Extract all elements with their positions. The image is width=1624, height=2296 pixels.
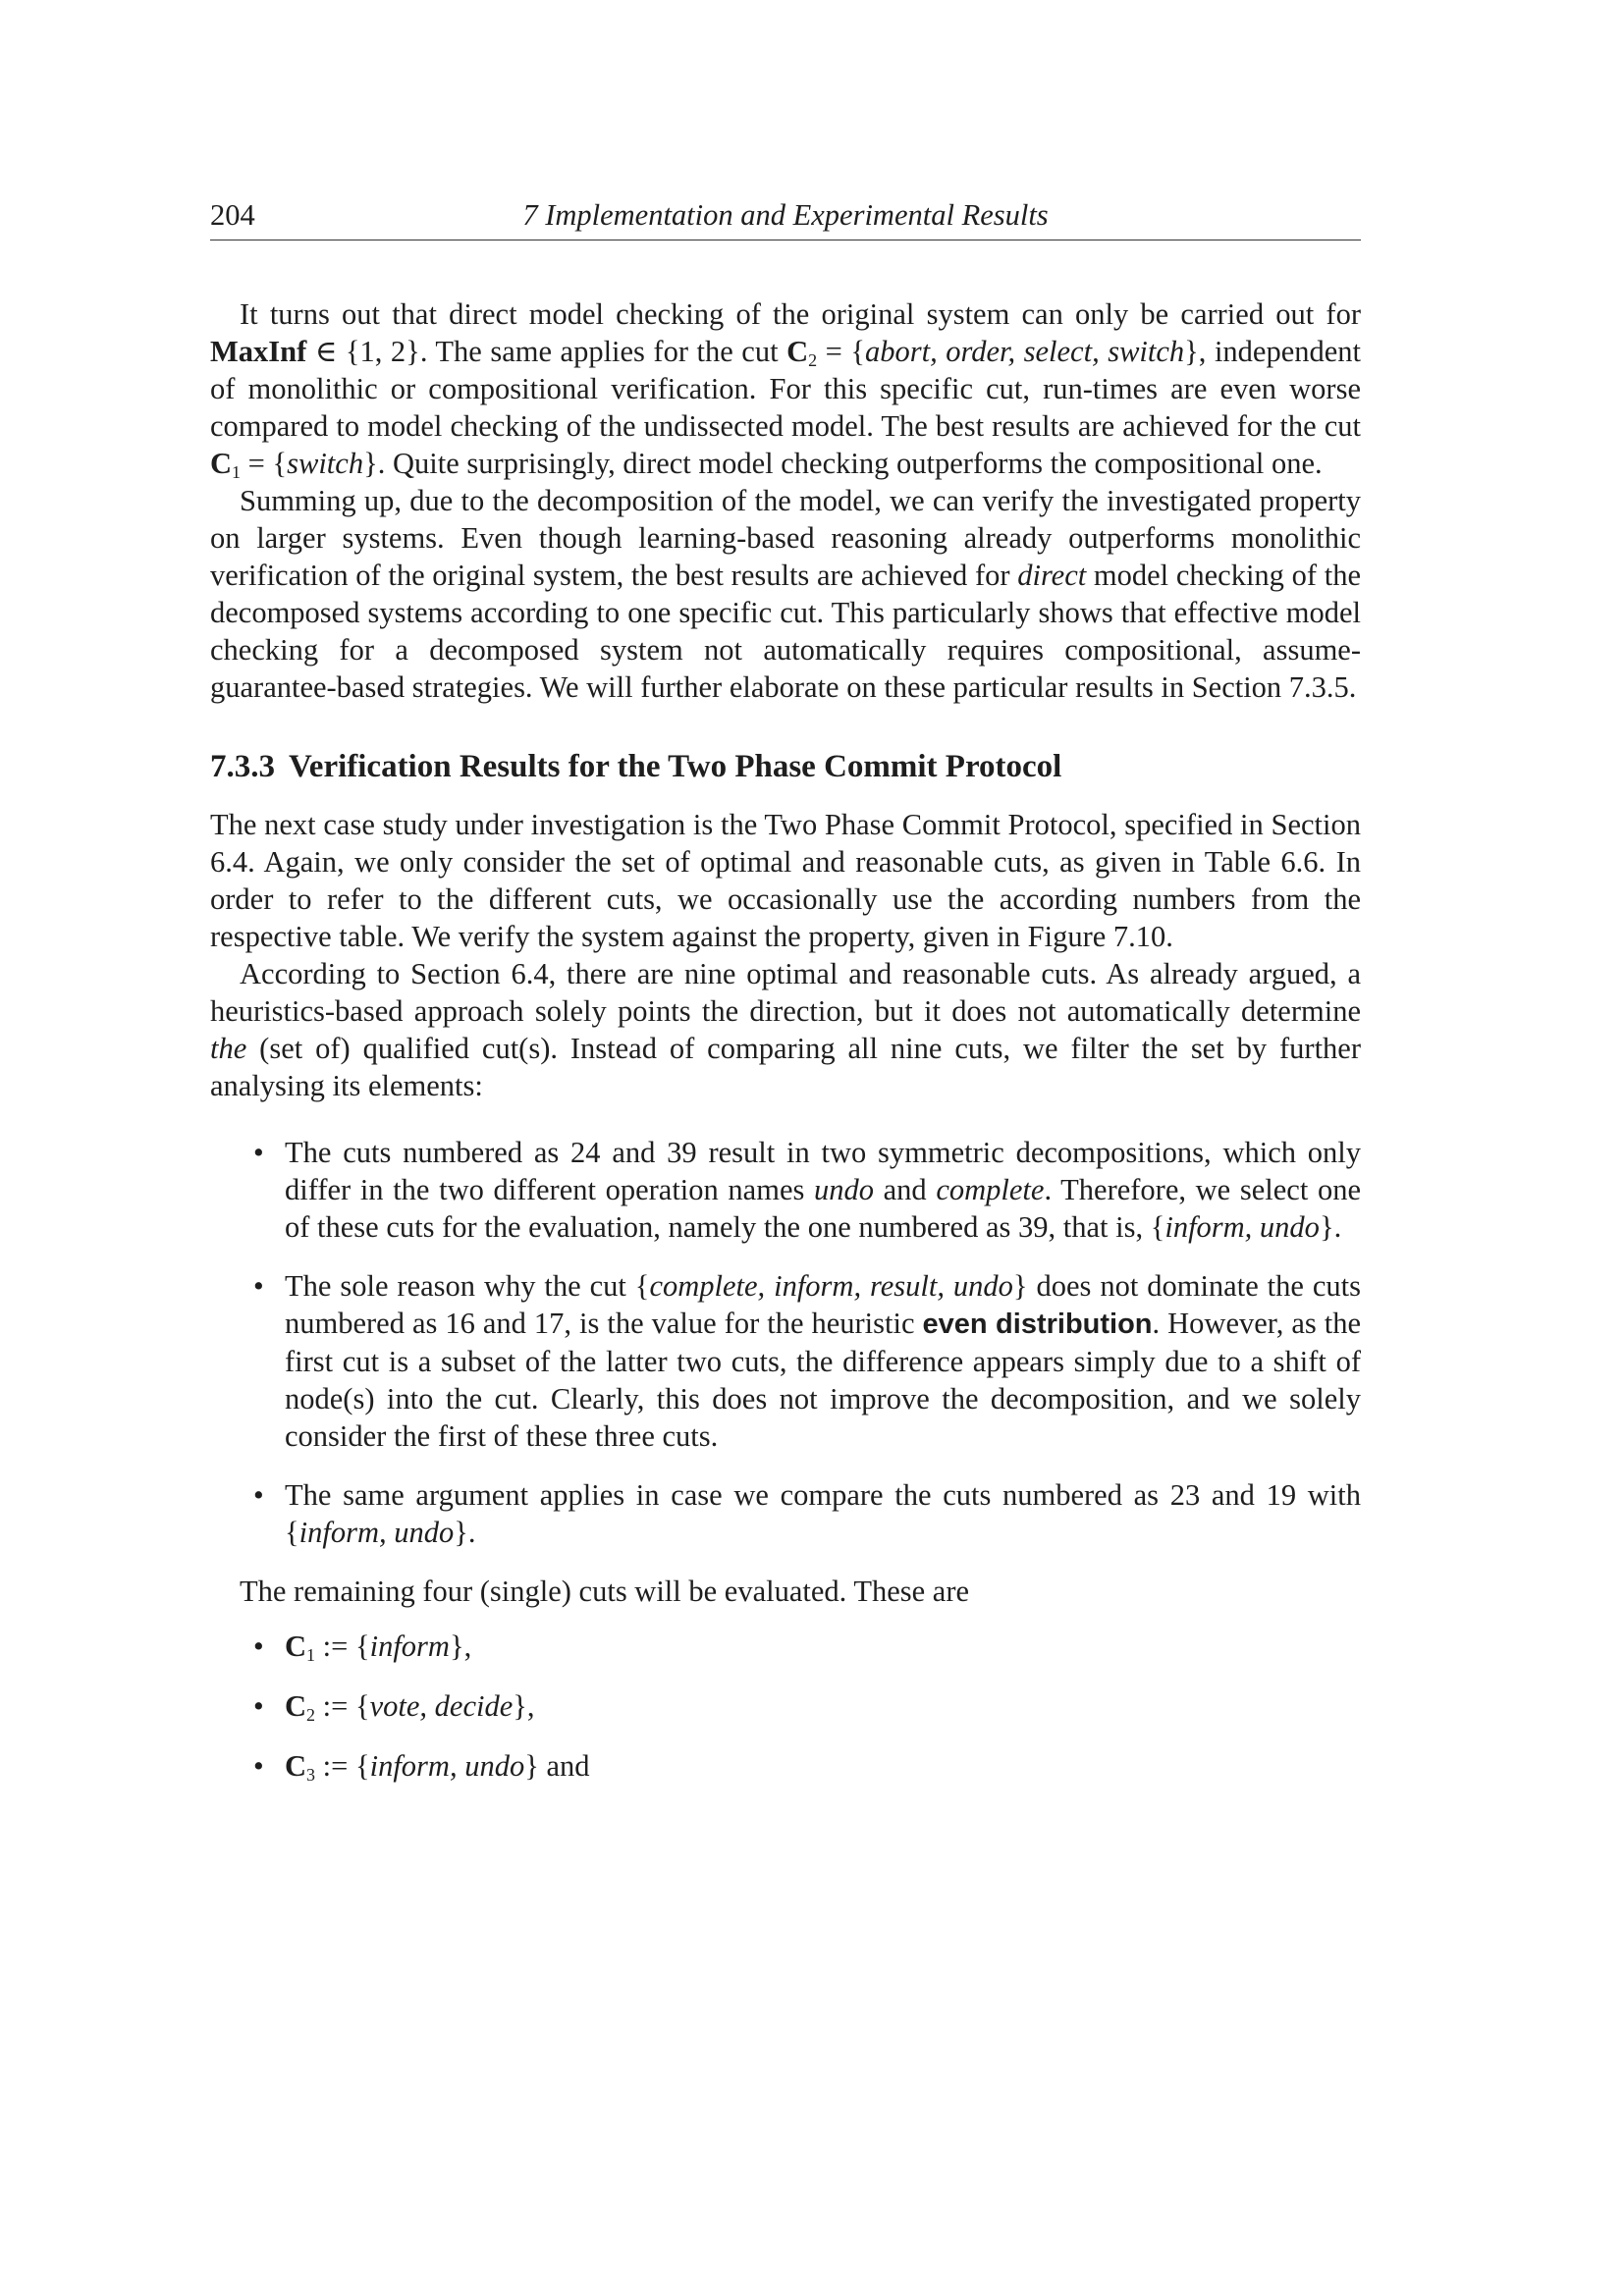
bullet-icon: • bbox=[253, 1749, 264, 1783]
paragraph-4: According to Section 6.4, there are nine optimal and reasonable cuts. As already argued, a heuristics-based approach solely points the direction, but it does not automatically determine the (set of) qualified cut(s). Instead of comparing all nine cuts, we filter the set by further analysing its elements: bbox=[210, 957, 1361, 1102]
paragraph-5: The remaining four (single) cuts will be evaluated. These are bbox=[240, 1575, 970, 1608]
maxinf-term: MaxInf bbox=[210, 335, 307, 368]
paragraph-3: The next case study under investigation is the Two Phase Commit Protocol, specified in Section 6.4. Again, we only consider the set of optimal and reasonable cuts, as given in Table 6.6. In order to refer to the different cuts, we occasionally use the according numbers from the respective table. We verify the system against the property, given in Figure 7.10. bbox=[210, 808, 1361, 953]
list-item: • $C_1$ := {inform}, bbox=[253, 1629, 472, 1665]
section-heading bbox=[210, 747, 1361, 786]
list-item: • $C_2$ := {vote, decide}, bbox=[253, 1689, 535, 1725]
list-item: • The same argument applies in case we compare the cuts numbered as 23 and 19 with {inform, undo}. bbox=[253, 1478, 1361, 1549]
running-title: 7 Implementation and Experimental Results bbox=[522, 198, 1049, 232]
list-item: • $C_3$ := {inform, undo} and bbox=[253, 1749, 590, 1785]
paragraph-2: Summing up, due to the decomposition of the model, we can verify the investigated property on larger systems. Even though learning-based reasoning already outperforms monolithic verification of the original system, the best results are achieved for direct model checking of the decomposed systems according to one specific cut. This particularly shows that effective model checking for a decomposed system not automatically requires compositional, assume-guarantee-based strategies. We will further elaborate on these particular results in Section 7.3.5. bbox=[210, 484, 1361, 704]
list-item: • The cuts numbered as 24 and 39 result in two symmetric decompositions, which only differ in the two different operation names undo and complete. Therefore, we select one of these cuts for the evaluation, namely the one numbered as 39, that is, {inform, undo}. bbox=[253, 1136, 1361, 1244]
running-header bbox=[210, 192, 1361, 240]
filter-bullet-list bbox=[210, 1134, 1361, 1551]
cut-bullet-list bbox=[210, 1628, 1361, 1785]
bullet-icon: • bbox=[253, 1629, 264, 1663]
bullet-icon: • bbox=[253, 1269, 264, 1303]
section-title: Verification Results for the Two Phase Commit Protocol bbox=[289, 749, 1062, 784]
bullet-icon: • bbox=[253, 1136, 264, 1169]
bullet-icon: • bbox=[253, 1478, 264, 1512]
section-number: 7.3.3 bbox=[210, 749, 275, 784]
page bbox=[210, 192, 1361, 1807]
bullet-icon: • bbox=[253, 1689, 264, 1723]
page-number: 204 bbox=[210, 198, 255, 232]
list-item: • The sole reason why the cut {complete, inform, result, undo} does not dominate the cuts numbered as 16 and 17, is the value for the heuristic even distribution. However, as the first cut is a subset of the latter two cuts, the difference appears simply due to a shift of node(s) into the cut. Clearly, this does not improve the decomposition, and we solely consider the first of these three cuts. bbox=[253, 1269, 1362, 1453]
paragraph-1: It turns out that direct model checking of the original system can only be carried out for MaxInf ∈ {1, 2}. The same applies for the cut $C_2$ = {abort, order, select, switch}, independent of monolithic or compositional verification. For this specific cut, run-times are even worse compared to model checking of the undissected model. The best results are achieved for the cut $C_1$ = {switch}. Quite surprisingly, direct model checking outperforms the compositional one. bbox=[210, 297, 1362, 482]
